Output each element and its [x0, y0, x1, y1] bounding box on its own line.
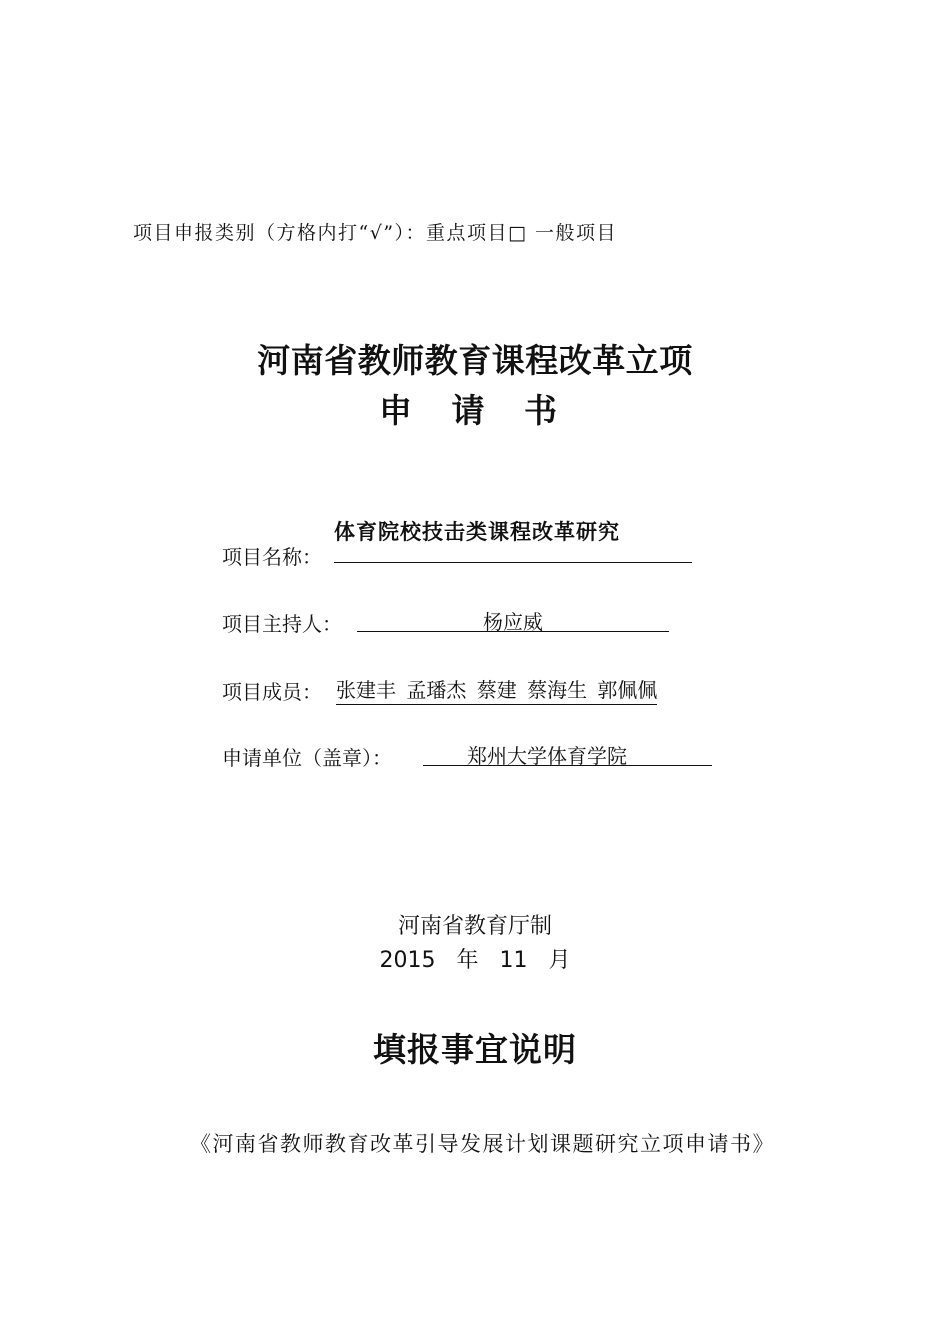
title-block: [0, 336, 950, 436]
issue-date: 2015 年 11 月: [379, 948, 571, 973]
filling-instructions-paragraph: 《河南省教师教育改革引导发展计划课题研究立项申请书》: [190, 1132, 775, 1156]
filling-instructions-title: 填报事宜说明: [373, 1030, 577, 1069]
project-host-label: 项目主持人：: [222, 612, 342, 636]
issuer-name: 河南省教育厅制: [397, 914, 552, 939]
applicant-unit-field: [423, 740, 712, 766]
project-members-value: 张建丰 孟璠杰 蔡建 蔡海生 郭佩佩: [336, 674, 657, 705]
project-members-label: 项目成员：: [222, 680, 322, 704]
project-name-underline: [334, 562, 692, 563]
document-title: 河南省教师教育课程改革立项: [257, 341, 693, 380]
project-host-value: 杨应威: [357, 606, 669, 632]
applicant-unit-label: 申请单位（盖章）：: [222, 746, 392, 770]
project-category-line: 项目申报类别（方格内打“√”）：重点项目□ 一般项目: [133, 222, 618, 244]
project-name-value: 体育院校技击类课程改革研究: [334, 519, 620, 544]
issuer-block: [0, 910, 950, 978]
document-subtitle: 申 请 书: [379, 391, 571, 430]
project-name-label: 项目名称：: [222, 545, 322, 569]
applicant-unit-value: 郑州大学体育学院: [467, 744, 627, 768]
